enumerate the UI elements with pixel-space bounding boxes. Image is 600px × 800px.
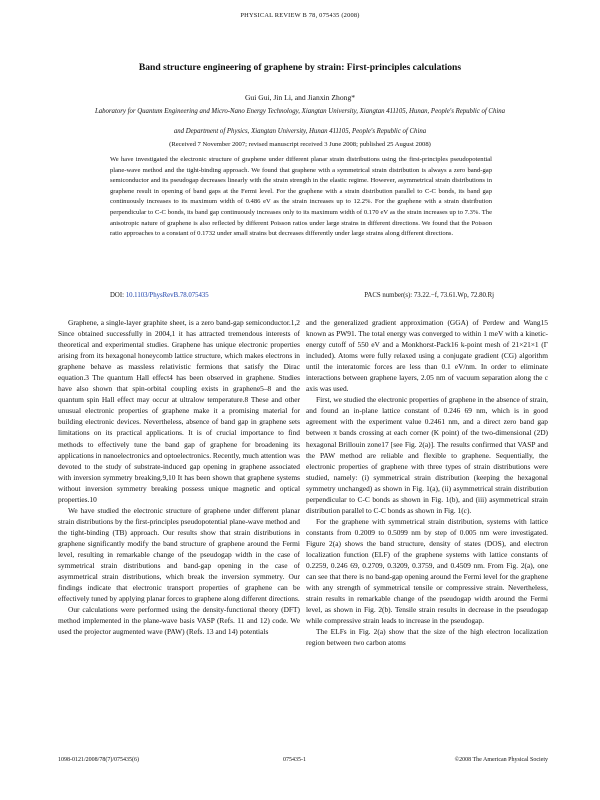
paragraph: Graphene, a single-layer graphite sheet, is a zero band-gap semiconductor.1,2 Since obtained successfully in 2004,1 it has attracted tremendous interests of theoretical and experimental studies. Graphene has unique electronic properties arising from its hexagonal honeycomb lattice structure, which makes electrons in graphene behave as massless relativistic fermions that satisfy the Dirac equation.3 The quantum Hall effect4 has been observed in graphene. Studies have also shown that spin-orbital coupling exists in graphene5–8 and the quantum spin Hall effect may occur at ultralow temperature.8 These and other unusual electronic properties of graphene make it a promising material for building electronic devices. Nevertheless, absence of band gap in graphene sets limitations on its practical applications. It is of crucial importance to find methods to effectively tune the band gap of graphene for broadening its applications in nanoelectronics and optoelectronics. Recently, much attention was devoted to the study of substrate-induced gap opening in graphene associated with inversion symmetry breaking.9,10 It has been shown that graphene systems without inversion symmetry breaking possess unique magnetic and optical properties.10	[58, 318, 300, 504]
paragraph: The ELFs in Fig. 2(a) show that the size of the high electron localization region between two carbon atoms	[306, 627, 548, 648]
affiliation-secondary: and Department of Physics, Xiangtan University, Hunan 411105, People's Republic of China	[173, 128, 427, 135]
paragraph: We have studied the electronic structure of graphene under different planar strain distributions by the first-principles pseudopotential plane-wave method and the tight-binding (TB) approach. Our results show that strain distributions in graphene significantly modify the band structure of graphene around the Fermi level, resulting in remarkable change of the pseudogap width in the case of symmetrical strain distributions and band-gap opening in the case of asymmetrical strain distributions, which break the inversion symmetry. Our findings indicate that electronic transport properties of graphene can be effectively tuned by applying planar forces to graphene along different directions.	[58, 505, 300, 604]
running-head: PHYSICAL REVIEW B 78, 075435 (2008)	[240, 12, 360, 19]
abstract: We have investigated the electronic structure of graphene under different planar strain distributions using the first-principles pseudopotential plane-wave method and the tight-binding approach. We found that graphene with a symmetrical strain distribution is always a zero band-gap semiconductor and its pseudogap decreases linearly with the strain strength in the elastic regime. However, asymmetrical strain distributions in graphene result in opening of band gaps at the Fermi level. For the graphene with a strain distribution parallel to C-C bonds, its band gap continuously increases to its maximum width of 0.486 eV as the strain increases up to 12.2%. For the graphene with a strain distribution perpendicular to C-C bonds, its band gap continuously increases only to its maximum width of 0.170 eV as the strain increases up to 7.3%. The anisotropic nature of graphene is also reflected by different Poisson ratios under large strains in different directions. We found that the Poisson ratio approaches to a constant of 0.1732 under small strains but decreases differently under large strains along different directions.	[110, 156, 492, 238]
author-list: Gui Gui, Jin Li, and Jianxin Zhong*	[244, 93, 356, 102]
received-dates: (Received 7 November 2007; revised manuscript received 3 June 2008; published 25 August 2008)	[169, 141, 431, 148]
body-column-left	[58, 317, 300, 637]
paragraph: For the graphene with symmetrical strain distribution, systems with lattice constants from 0.2009 to 0.5099 nm by step of 0.005 nm were investigated. Figure 2(a) shows the band structure, density of states (DOS), and electron localization function (ELF) of the graphene systems with lattice constants of 0.2259, 0.246 69, 0.2709, 0.3209, 0.3759, and 0.4509 nm. From Fig. 2(a), one can see that there is no band-gap opening around the Fermi level for the graphene with any strength of symmetrical tensile or compressive strain. Nevertheless, strain results in remarkable change of the pseudogap width around the Fermi level, as shown in Fig. 2(b). Tensile strain results in decrease in the pseudogap while compressive strain leads to increase in the pseudogap.	[306, 516, 548, 626]
body-column-right	[306, 317, 548, 648]
paper-title: Band structure engineering of graphene by strain: First-principles calculations	[138, 62, 462, 73]
footer-copyright: ©2008 The American Physical Society	[454, 757, 548, 763]
affiliation-primary: Laboratory for Quantum Engineering and Micro-Nano Energy Technology, Xiangtan University, Xiangtan 411105, Hunan, People's Republic of China	[94, 108, 506, 115]
pacs-numbers: PACS number(s): 73.22.−f, 73.61.Wp, 72.80.Rj	[364, 292, 494, 299]
paragraph: Our calculations were performed using the density-functional theory (DFT) method implemented in the plane-wave basis VASP (Refs. 11 and 12) code. We used the projector augmented wave (PAW) (Refs. 13 and 14) potentials	[58, 605, 300, 637]
doi-line	[110, 292, 209, 299]
footer-issn: 1098-0121/2008/78(7)/075435(6)	[58, 757, 139, 763]
footer-page-number: 075435-1	[283, 757, 306, 763]
doi-label: DOI:	[110, 292, 124, 299]
paragraph: First, we studied the electronic properties of graphene in the absence of strain, and found an in-plane lattice constant of 0.246 69 nm, which is in good agreement with the experiment value 0.2461 nm, and a direct zero band gap between π bands crossing at each corner (K point) of the two-dimensional (2D) hexagonal Brillouin zone17 [see Fig. 2(a)]. The results confirmed that VASP and the PAW method are reliable and flexible to graphene. Sequentially, the electronic properties of graphene with three types of strain distributions were studied, namely: (i) symmetrical strain distribution (keeping the hexagonal symmetry unchanged) as shown in Fig. 1(a), (ii) asymmetrical strain distribution perpendicular to C-C bonds as shown in Fig. 1(b), and (iii) asymmetrical strain distribution parallel to C-C bonds as shown in Fig. 1(c).	[306, 395, 548, 515]
doi-link[interactable]: 10.1103/PhysRevB.78.075435	[125, 292, 209, 299]
paragraph: and the generalized gradient approximation (GGA) of Perdew and Wang15 known as PW91. The total energy was converged to within 1 meV with a kinetic-energy cutoff of 550 eV and a Monkhorst-Pack16 k-point mesh of 21×21×1 (Γ included). Atoms were fully relaxed using a conjugate gradient (CG) algorithm until the interatomic forces are less than 0.1 eV/nm. In order to eliminate interactions between graphene layers, 2.05 nm of vacuum separation along the c axis was used.	[306, 318, 548, 394]
